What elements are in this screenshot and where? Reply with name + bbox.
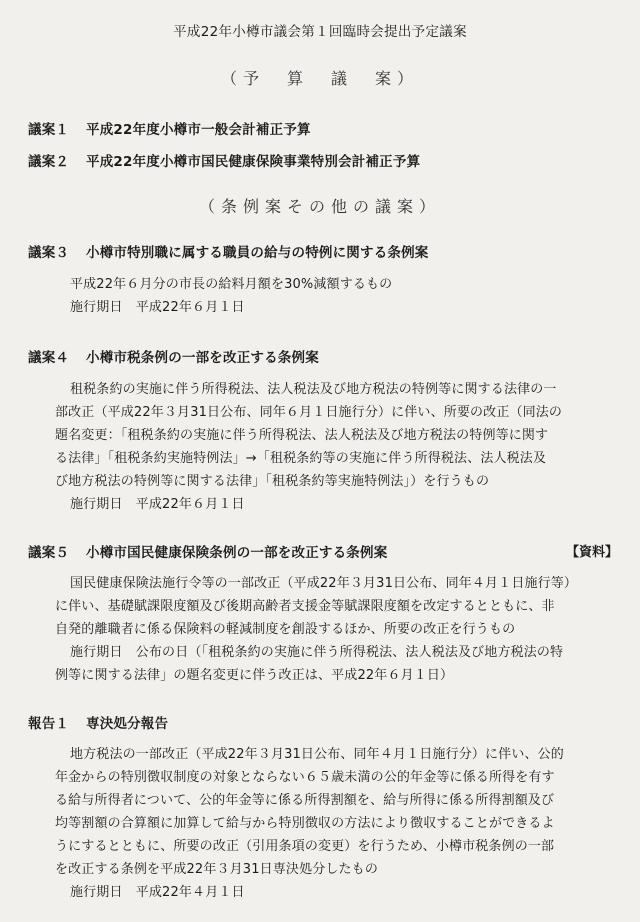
bill-5-line-3: 自発的離職者に係る保険料の軽減制度を創設するほか、所要の改正を行うもの xyxy=(55,622,516,637)
bill-title: 平成22年度小樽市一般会計補正予算 xyxy=(86,122,311,138)
bill-4-line-2: 部改正（平成22年３月31日公布、同年６月１日施行分）に伴い、所要の改正（同法の xyxy=(55,405,563,420)
bill-5-effective-date: 施行期日 公布の日（「租税条約の実施に伴う所得税法、法人税法及び地方税法の特 xyxy=(70,645,564,660)
section-heading-budget: （予 算 議 案） xyxy=(220,69,419,88)
bill-number: 議案４ xyxy=(28,350,70,366)
report-number: 報告１ xyxy=(28,716,70,732)
bill-5-line-2: に伴い、基礎賦課限度額及び後期高齢者支援金等賦課限度額を改定するとともに、非 xyxy=(55,599,555,614)
document-title: 平成22年小樽市議会第１回臨時会提出予定議案 xyxy=(173,24,467,40)
section-heading-ordinance: （条例案その他の議案） xyxy=(198,197,441,216)
report-effective-date: 施行期日 平成22年４月１日 xyxy=(70,885,245,900)
report-line-3: る給与所得者について、公的年金等に係る所得割額を、給与所得に係る所得割額及び xyxy=(55,793,555,808)
report-line-6: を改正する条例を平成22年３月31日専決処分したもの xyxy=(55,862,378,877)
bill-number: 議案５ xyxy=(28,545,70,561)
bill-number: 議案１ xyxy=(28,122,70,138)
bill-title: 小樽市国民健康保険条例の一部を改正する条例案 xyxy=(86,545,388,561)
report-title: 専決処分報告 xyxy=(86,716,169,732)
bill-4-line-5: び地方税法の特例等に関する法律」「租税条約等実施特例法」）を行うもの xyxy=(55,474,490,489)
bill-number: 議案２ xyxy=(28,154,70,170)
bill-number: 議案３ xyxy=(28,245,70,261)
bill-4-heading xyxy=(28,346,319,366)
bill-title: 平成22年度小樽市国民健康保険事業特別会計補正予算 xyxy=(86,154,421,170)
report-line-4: 均等割額の合算額に加算して給与から特別徴収の方法により徴収することができるよ xyxy=(55,816,555,831)
report-line-2: 年金からの特別徴収制度の対象とならない６５歳未満の公的年金等に係る所得を有す xyxy=(55,770,555,785)
materials-tag: 【資料】 xyxy=(565,545,618,560)
bill-3-heading xyxy=(28,241,429,261)
bill-3-effective-date: 施行期日 平成22年６月１日 xyxy=(70,300,245,315)
bill-1-heading xyxy=(28,118,311,138)
bill-4-line-1: 租税条約の実施に伴う所得税法、法人税法及び地方税法の特例等に関する法律の一 xyxy=(70,382,557,397)
bill-5-heading xyxy=(28,541,387,561)
report-1-heading xyxy=(28,712,168,732)
bill-4-line-3: 題名変更：「租税条約の実施に伴う所得税法、法人税法及び地方税法の特例等に関す xyxy=(55,428,549,443)
bill-5-line-5: 例等に関する法律」の題名変更に伴う改正は、平成22年６月１日） xyxy=(55,668,454,683)
bill-4-effective-date: 施行期日 平成22年６月１日 xyxy=(70,497,245,512)
bill-4-line-4: る法律」「租税条約実施特例法」→「租税条約等の実施に伴う所得税法、法人税法及 xyxy=(55,451,547,466)
bill-title: 小樽市税条例の一部を改正する条例案 xyxy=(86,350,319,366)
bill-3-line-1: 平成22年６月分の市長の給料月額を30%減額するもの xyxy=(70,277,393,292)
bill-5-line-1: 国民健康保険法施行令等の一部改正（平成22年３月31日公布、同年４月１日施行等） xyxy=(70,576,578,591)
report-line-1: 地方税法の一部改正（平成22年３月31日公布、同年４月１日施行分）に伴い、公的 xyxy=(70,747,564,762)
bill-title: 小樽市特別職に属する職員の給与の特例に関する条例案 xyxy=(86,245,429,261)
bill-2-heading xyxy=(28,150,420,170)
report-line-5: うにするとともに、所要の改正（引用条項の変更）を行うため、小樽市税条例の一部 xyxy=(55,839,555,854)
